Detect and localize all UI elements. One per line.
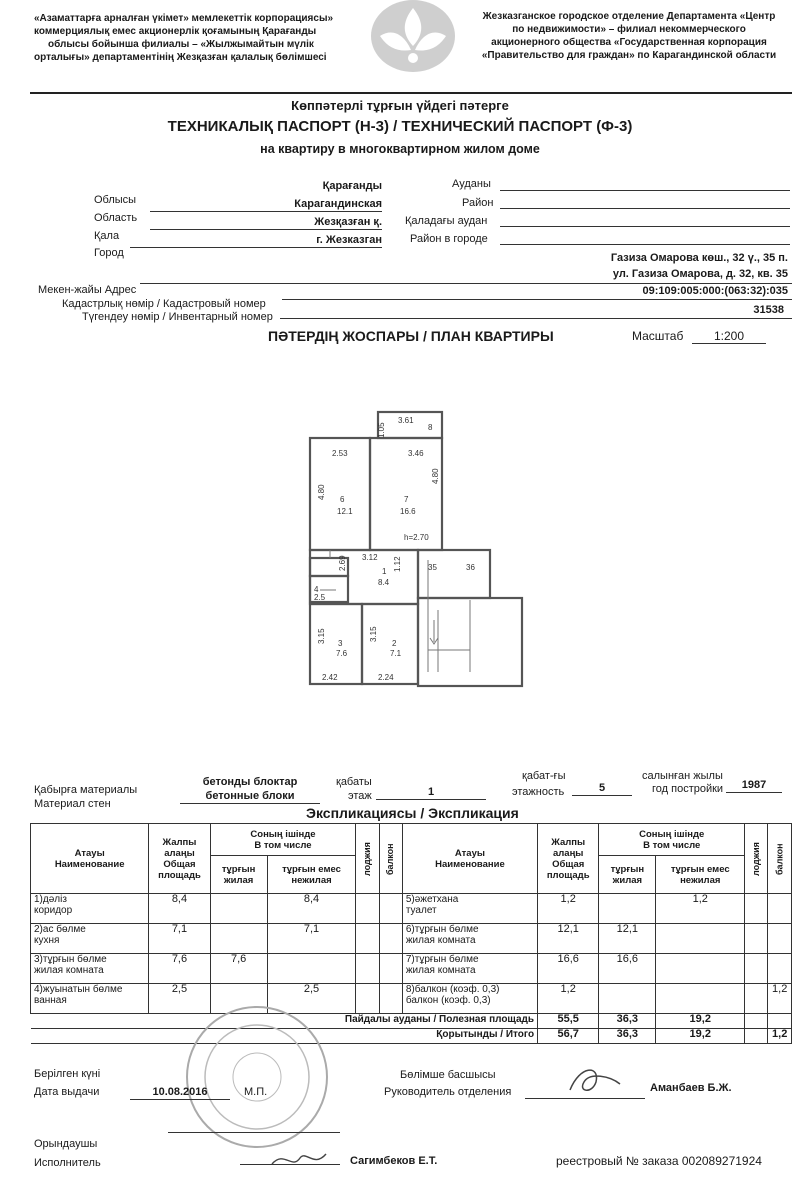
- exec-label-ru: Исполнитель: [34, 1157, 101, 1169]
- plan-room6-number: 6: [340, 495, 345, 504]
- gorod-label: Город: [94, 247, 124, 259]
- year-value: 1987: [726, 779, 782, 793]
- exec-label-kz: Орындаушы: [34, 1138, 98, 1150]
- plan-dim-corridor-small: 1.12: [393, 556, 402, 572]
- plan-room1-number: 1: [382, 567, 387, 576]
- plan-room3-area: 7.6: [336, 649, 348, 658]
- plan-room4-number: 4: [314, 585, 319, 594]
- col-header-incl-2: Соның ішінде В том числе: [599, 824, 745, 856]
- col-header-living: тұрғын жилая: [210, 856, 267, 894]
- audany-line: [500, 190, 790, 191]
- year-label-ru: год постройки: [652, 783, 724, 795]
- gorod-value-ru: г. Жезказган: [130, 234, 382, 248]
- kala-audan-label: Қаладағы аудан: [405, 215, 488, 227]
- table-row: 3)тұрғын бөлме жилая комната 7,6 7,6 7)тұрғын бөлме жилая комната 16,6 16,6: [31, 954, 792, 984]
- header-right-line: по недвижимости» – филиал некоммерческого: [512, 24, 746, 35]
- plan-dim-room2-height: 3.15: [369, 626, 378, 642]
- header-left-line: орталығы» департаментінің Жезқазған қалалық бөлімшесі: [34, 52, 327, 63]
- wall-value-ru: бетонные блоки: [180, 790, 320, 804]
- wall-label-ru: Материал стен: [34, 798, 111, 810]
- plan-dim-top: 3.61: [398, 416, 414, 425]
- floor-label-kz: қабаты: [336, 776, 372, 788]
- plan-room3-number: 3: [338, 639, 343, 648]
- total-row: Қорытынды / Итого 56,7 36,3 19,2 1,2: [31, 1029, 792, 1044]
- col-header-total: Жалпы алаңы Общая площадь: [149, 824, 210, 894]
- plan-room2-area: 7.1: [390, 649, 402, 658]
- kala-label: Қала: [94, 230, 120, 242]
- oblast-value-kz: Қарағанды: [322, 180, 382, 192]
- col-header-loggia-2: лоджия: [745, 824, 768, 894]
- plan-room1-area: 8.4: [378, 578, 390, 587]
- stair-outline: [418, 550, 490, 598]
- header-left: [34, 12, 364, 64]
- floors-value: 5: [572, 782, 632, 796]
- plan-dim-room7-width: 3.46: [408, 449, 424, 458]
- address-line: [140, 283, 792, 284]
- plan-dim-room7-height: 4.80: [431, 468, 440, 484]
- header-left-line: «Азаматтарға арналған үкімет» мемлекеттік корпорациясы»: [34, 13, 334, 24]
- plan-dim-balcony-side: 1.05: [377, 422, 386, 438]
- cadastral-line: [282, 299, 792, 300]
- plan-dim-corridor-side: 2.69: [338, 555, 347, 571]
- plan-room7-number: 7: [404, 495, 409, 504]
- plan-neighbor-35: 35: [428, 563, 437, 572]
- header-left-line: облысы бойынша филиалы – «Жылжымайтын мүлік: [48, 39, 314, 50]
- floors-label-ru: этажность: [512, 786, 565, 798]
- oblast-label: Область: [94, 212, 138, 224]
- emblem-logo: [358, 0, 468, 82]
- plan-room7-area: 16.6: [400, 507, 416, 516]
- plan-room2-number: 2: [392, 639, 397, 648]
- head-label-ru: Руководитель отделения: [384, 1086, 512, 1098]
- col-header-nonliving-2: тұрғын емес нежилая: [656, 856, 745, 894]
- explication-table: [30, 823, 792, 1044]
- address-value-kz: Газиза Омарова көш., 32 ү., 35 п.: [610, 252, 788, 264]
- page-subtitle: на квартиру в многоквартирном жилом доме: [260, 142, 540, 156]
- inventory-value: 31538: [753, 304, 784, 316]
- inventory-label: Түгендеу нөмір / Инвентарный номер: [82, 311, 273, 323]
- plan-title: ПӘТЕРДІҢ ЖОСПАРЫ / ПЛАН КВАРТИРЫ: [268, 328, 554, 344]
- floors-label-kz: қабат-ғы: [522, 770, 566, 782]
- col-header-loggia: лоджия: [356, 824, 379, 894]
- scale-value: 1:200: [692, 330, 766, 344]
- head-name: Аманбаев Б.Ж.: [650, 1082, 732, 1094]
- header-left-line: коммерциялық емес акционерлік қоғамының Қарағанды: [34, 26, 317, 37]
- col-header-total-2: Жалпы алаңы Общая площадь: [538, 824, 599, 894]
- address-label: Мекен-жайы Адрес: [38, 284, 137, 296]
- col-header-nonliving: тұрғын емес нежилая: [267, 856, 356, 894]
- header-right-line: Жезказганское городское отделение Департамента «Центр: [482, 11, 776, 22]
- oblys-label: Облысы: [94, 194, 137, 206]
- floor-label-ru: этаж: [348, 790, 372, 802]
- title-kaz: Көппәтерлі тұрғын үйдегі пәтерге: [291, 98, 509, 113]
- plan-dim-room6-height: 4.80: [317, 484, 326, 500]
- plan-dim-room3-height: 3.15: [317, 628, 326, 644]
- plan-balcony-number: 8: [428, 423, 433, 432]
- head-label-kz: Бөлімше басшысы: [400, 1069, 496, 1081]
- table-row: 2)ас бөлме кухня 7,1 7,1 6)тұрғын бөлме жилая комната 12,1 12,1: [31, 924, 792, 954]
- head-signature: [560, 1060, 630, 1100]
- address-value-ru: ул. Газиза Омарова, д. 32, кв. 35: [612, 268, 788, 280]
- table-row: 4)жуынатын бөлме ванная 2,5 2,5 8)балкон (коэф. 0,3) балкон (коэф. 0,3) 1,2 1,2: [31, 984, 792, 1014]
- col-header-balcony-2: балкон: [768, 824, 792, 894]
- col-header-incl: Соның ішінде В том числе: [210, 824, 356, 856]
- header-divider: [30, 92, 792, 94]
- exec-signature: [266, 1140, 336, 1180]
- plan-dim-room6-width: 2.53: [332, 449, 348, 458]
- gorod-value-kz: Жезқазған қ.: [150, 216, 382, 230]
- exec-line-1: [168, 1132, 340, 1133]
- col-header-name-2: Атауы Наименование: [402, 824, 537, 894]
- issued-label-ru: Дата выдачи: [34, 1086, 100, 1098]
- page-title: ТЕХНИКАЛЫҚ ПАСПОРТ (Н-3) / ТЕХНИЧЕСКИЙ ПАСПОРТ (Ф-3): [167, 118, 633, 135]
- header-right: [468, 10, 790, 62]
- oblast-value-ru: Карагандинская: [150, 198, 382, 212]
- room-2-outline: [362, 604, 418, 684]
- registry-number: реестровый № заказа 002089271924: [556, 1154, 762, 1168]
- plan-neighbor-36: 36: [466, 563, 475, 572]
- plan-room6-area: 12.1: [337, 507, 353, 516]
- rayon-gorod-label: Район в городе: [410, 233, 488, 245]
- header-right-line: «Правительство для граждан» по Карагандинской области: [481, 50, 777, 61]
- official-stamp: [182, 1002, 332, 1152]
- issued-date: 10.08.2016: [130, 1086, 230, 1100]
- mp-mark: М.П.: [244, 1086, 268, 1098]
- issued-label-kz: Берілген күні: [34, 1068, 101, 1080]
- wall-value-kz: бетонды блоктар: [202, 776, 298, 788]
- scale-label: Масштаб: [632, 329, 684, 343]
- rayon-label: Район: [462, 197, 494, 209]
- useful-area-row: Пайдалы ауданы / Полезная площадь 55,5 36,3 19,2: [31, 1014, 792, 1029]
- plan-room4-area: 2.5: [314, 593, 326, 602]
- header-right-line: акционерного общества «Государственная корпорация: [491, 37, 767, 48]
- wall-label-kz: Қабырға материалы: [34, 784, 138, 796]
- plan-dim-room2-width: 2.24: [378, 673, 394, 682]
- exec-name: Сагимбеков Е.Т.: [350, 1155, 438, 1167]
- cadastral-label: Кадастрлық нөмір / Кадастровый номер: [62, 298, 266, 310]
- col-header-balcony: балкон: [379, 824, 402, 894]
- col-header-name: Атауы Наименование: [31, 824, 149, 894]
- floor-value: 1: [376, 786, 486, 800]
- col-header-living-2: тұрғын жилая: [599, 856, 656, 894]
- inventory-line: [280, 318, 792, 319]
- plan-dim-corridor: 3.12: [362, 553, 378, 562]
- explication-title: Экспликациясы / Экспликация: [306, 805, 519, 821]
- kala-audan-line: [500, 226, 790, 227]
- table-row: 1)дәліз коридор 8,4 8,4 5)әжетхана туалет 1,2 1,2: [31, 894, 792, 924]
- year-label-kz: салынған жылы: [642, 770, 723, 782]
- plan-ceiling-height: h=2.70: [404, 533, 429, 542]
- audany-label: Ауданы: [452, 178, 491, 190]
- rayon-gorod-line: [500, 244, 790, 245]
- cadastral-value: 09:109:005:000:(063:32):035: [642, 285, 788, 297]
- rayon-line: [500, 208, 790, 209]
- plan-dim-room3-width: 2.42: [322, 673, 338, 682]
- floor-plan: [300, 410, 530, 690]
